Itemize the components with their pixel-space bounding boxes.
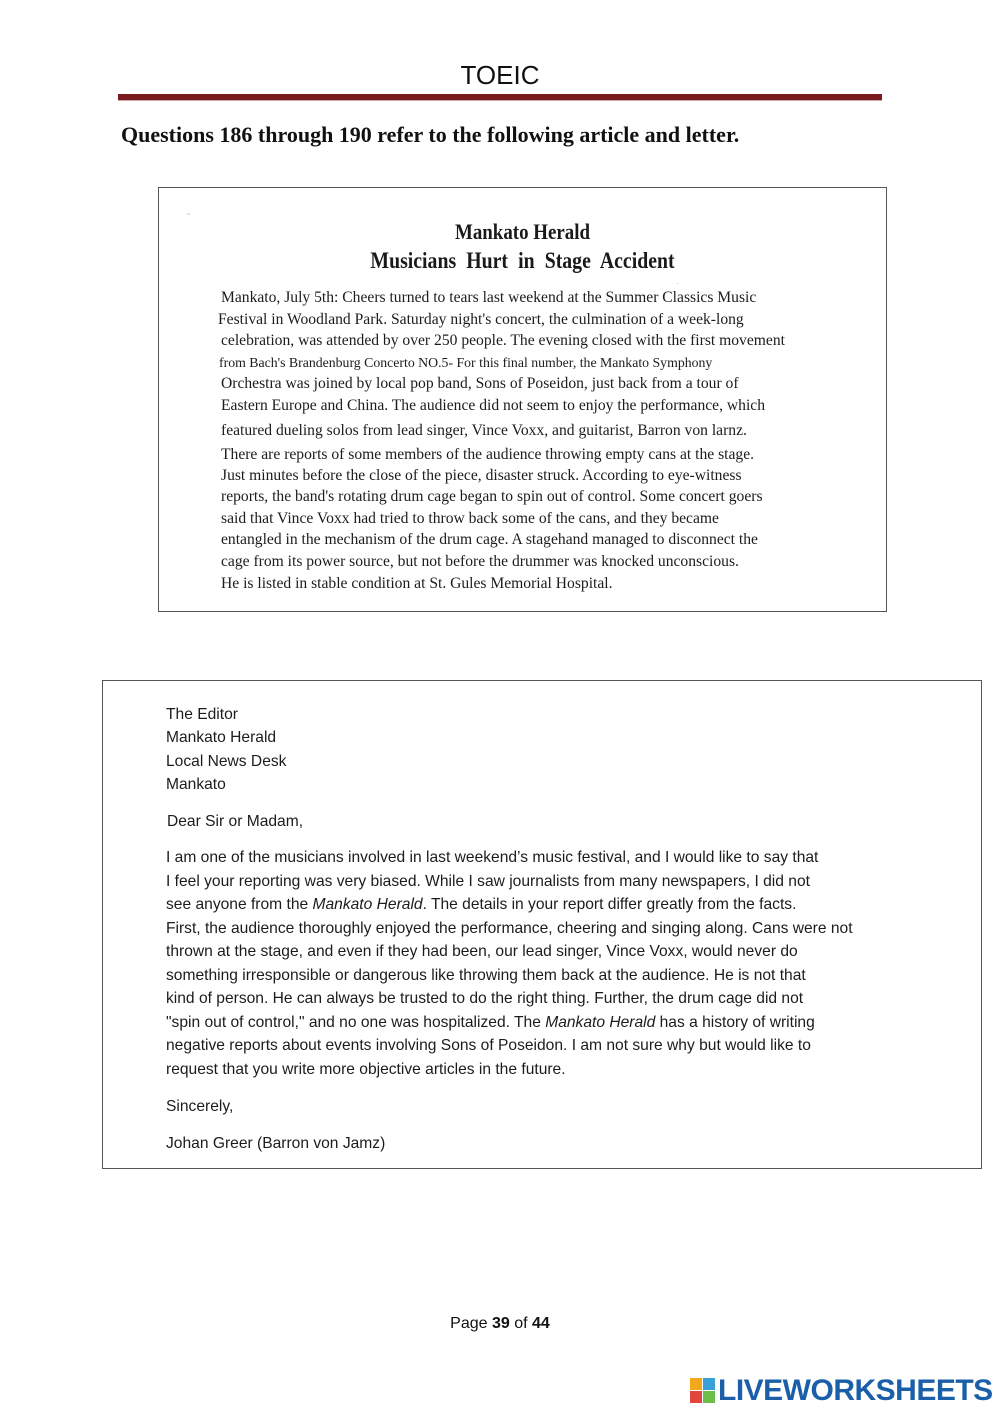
newspaper-name-italic: Mankato Herald [545,1014,656,1031]
letter-body-line [166,1014,815,1032]
letter-text: "spin out of control," and no one was hospitalized. The [166,1014,546,1031]
questions-intro: Questions 186 through 190 refer to the following article and letter. [121,122,740,147]
total-pages: 44 [532,1315,550,1332]
article-line: Just minutes before the close of the piece, disaster struck. According to eye-witness [221,467,742,484]
article-line: featured dueling solos from lead singer, Vince Voxx, and guitarist, Barron von larnz. [221,422,747,439]
article-line: celebration, was attended by over 250 people. The evening closed with the first movement [221,332,785,349]
article-line: Orchestra was joined by local pop band, Sons of Poseidon, just back from a tour of [221,375,739,392]
liveworksheets-logo [690,1374,993,1408]
page-header-title: TOEIC [460,60,540,90]
article-line: Festival in Woodland Park. Saturday night's concert, the culmination of a week-long [218,311,744,328]
letter-body-line: kind of person. He can always be trusted to do the right thing. Further, the drum cage did not [166,990,804,1007]
current-page: 39 [491,1315,510,1332]
letter-text: has a history of writing [655,1014,815,1031]
article-line: reports, the band's rotating drum cage began to spin out of control. Some concert goers [221,488,763,505]
page-number [0,1315,1000,1333]
closing: Sincerely, [166,1098,234,1115]
decorative-mark: . [677,278,679,286]
article-line: Mankato, July 5th: Cheers turned to tears last weekend at the Summer Classics Music [221,289,757,306]
article-line: entangled in the mechanism of the drum cage. A stagehand managed to disconnect the [221,531,758,548]
article-line: said that Vince Voxx had tried to throw back some of the cans, and they became [221,510,719,527]
letter-text: . The details in your report differ greatly from the facts. [422,896,797,913]
letter-body-line: I feel your reporting was very biased. While I saw journalists from many newspapers, I did not [166,873,810,890]
letter-text: see anyone from the [166,896,313,913]
brand-name: LIVEWORKSHEETS [718,1374,993,1407]
letter-body-line [166,896,796,914]
liveworksheets-icon [690,1378,716,1404]
article-line: cage from its power source, but not before the drummer was knocked unconscious. [221,553,739,570]
letter-body-line: I am one of the musicians involved in last weekend’s music festival, and I would like to say that [166,849,819,866]
address-line: The Editor [166,706,238,723]
article-line: from Bach's Brandenburg Concerto NO.5- For this final number, the Mankato Symphony [219,355,713,370]
article-line: There are reports of some members of the audience throwing empty cans at the stage. [221,446,755,463]
page-of: of [509,1315,533,1332]
article-line: He is listed in stable condition at St. Gules Memorial Hospital. [221,575,613,592]
letter-body-line: negative reports about events involving Sons of Poseidon. I am not sure why but would like to [166,1037,811,1054]
header-divider [118,94,882,101]
newspaper-name: Mankato Herald [454,219,591,244]
decorative-mark: ▫ [187,210,190,218]
article-box [158,187,887,612]
article-headline: Musicians Hurt in Stage Accident [370,248,675,273]
letter-body-line: request that you write more objective articles in the future. [166,1061,566,1078]
letter-body-line: thrown at the stage, and even if they had been, our lead singer, Vince Voxx, would never do [166,943,798,960]
address-line: Mankato Herald [166,729,277,746]
letter-body-line: First, the audience thoroughly enjoyed the performance, cheering and singing along. Cans were not [166,920,853,937]
salutation: Dear Sir or Madam, [167,813,304,830]
letter-box [102,680,982,1169]
address-line: Local News Desk [166,753,287,770]
article-line: Eastern Europe and China. The audience did not seem to enjoy the performance, which [221,397,766,414]
letter-body-line: something irresponsible or dangerous like throwing them back at the audience. He is not that [166,967,806,984]
page-prefix: Page [450,1315,492,1332]
signature: Johan Greer (Barron von Jamz) [166,1135,386,1152]
address-line: Mankato [166,776,226,793]
newspaper-name-italic: Mankato Herald [312,896,423,913]
